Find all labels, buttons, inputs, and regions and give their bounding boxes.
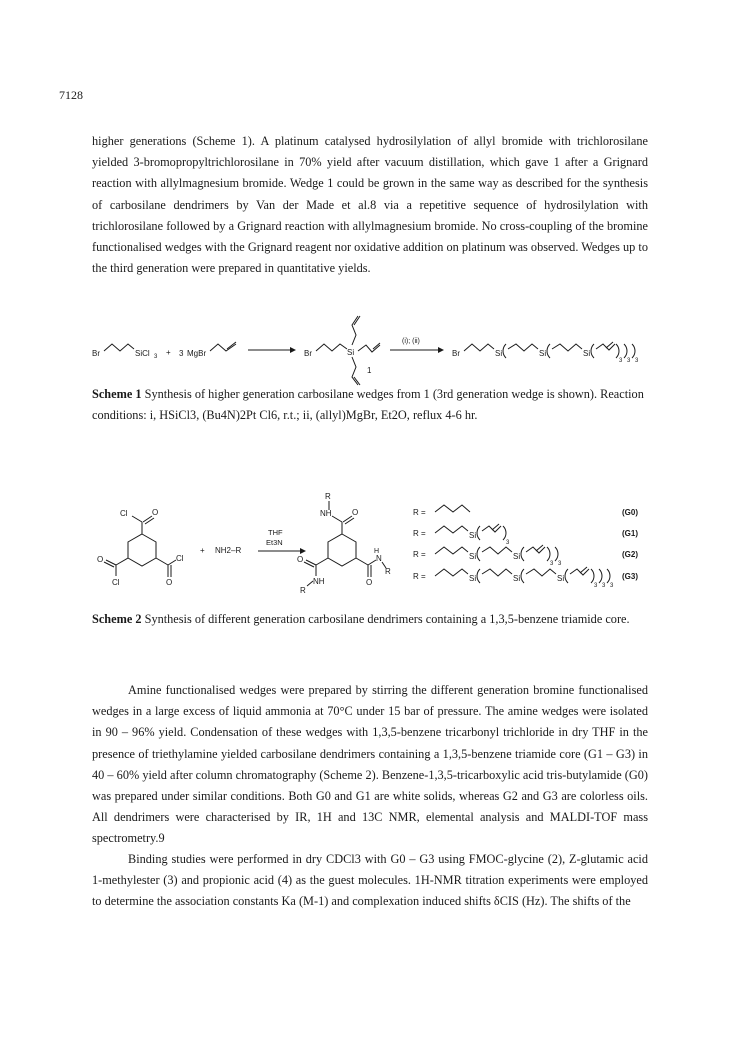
- scheme1-reagent-coeff: 3: [179, 349, 184, 358]
- scheme2-g3-sub1: 3: [594, 583, 598, 589]
- page-number: 7128: [59, 88, 83, 102]
- scheme1-plus: +: [166, 348, 171, 357]
- scheme2-g3-si2: Si: [513, 574, 521, 583]
- scheme2-amine: NH2–R: [215, 546, 242, 555]
- scheme2-g3-label: (G3): [622, 572, 638, 581]
- scheme2-caption: [92, 609, 648, 630]
- scheme2-g0-label: (G0): [622, 508, 638, 517]
- scheme1-conditions-label: (i); (ii): [402, 338, 420, 345]
- paragraph-intro: higher generations (Scheme 1). A platinum catalysed hydrosilylation of allyl bromide with trichlorosilane yielded 3-bromopropyltrichlorosilane in 70% yield after vacuum distillation, which gave 1 after a Grignard reaction with allylmagnesium bromide. Wedge 1 could be grown in the same way as described for the synthesis of carbosilane dendrimers by Van der Made et al.8 via a repetitive sequence of hydrosilylation with trichlorosilane followed by a Grignard reaction with allylmagnesium bromide. No cross-coupling of the bromine functionalised wedges with the Grignard reagent nor oxidative addition on platinum was observed. Wedges up to the third generation were prepared in quantitative yields.: [92, 134, 648, 276]
- scheme2-base: Et3N: [266, 538, 283, 547]
- scheme1-final-si2: Si: [539, 349, 547, 358]
- scheme2-h-right: H: [374, 548, 380, 555]
- scheme1-caption-label: Scheme 1: [92, 387, 142, 401]
- scheme1-reagent: [179, 342, 236, 358]
- scheme1-reactant1: [92, 344, 158, 360]
- scheme2-r-definitions: [413, 505, 638, 589]
- scheme2-r-top: R: [325, 492, 331, 501]
- scheme1-final-sub3: 3: [635, 358, 639, 364]
- scheme1-reagent-label: MgBr: [187, 349, 207, 358]
- scheme2-o-left: O: [97, 555, 104, 564]
- scheme1-product-si: Si: [347, 348, 355, 357]
- paragraph-amine-wedges: Amine functionalised wedges were prepared by stirring the different generation bromine functionalised wedges in a large excess of liquid ammonia at 70°C under 15 bar of pressure. The amine wedges were isolated in 90 – 96% yield. Condensation of these wedges with 1,3,5-benzene tricarbonyl trichloride in dry THF in the presence of triethylamine yielded carbosilane dendrimers containing a 1,3,5-benzene triamide core (G1 – G3) in 40 – 60% yield after column chromatography (Scheme 2). Benzene-1,3,5-tricarboxylic acid tris-butylamide (G0) was prepared under similar conditions. Both G0 and G1 are white solids, whereas G2 and G3 are colorless oils. All dendrimers were characterised by IR, 1H and 13C NMR, elemental analysis and MALDI-TOF mass spectrometry.9: [92, 683, 648, 846]
- scheme1-caption-text: Synthesis of higher generation carbosilane wedges from 1 (3rd generation wedge is shown). Reaction conditions: i, HSiCl3, (Bu4N)2Pt Cl6, r.t.; ii, (allyl)MgBr, Et2O, reflux 4-6 hr.: [92, 387, 644, 422]
- scheme2-arrow: [258, 528, 306, 554]
- scheme2-nh-top: NH: [320, 509, 332, 518]
- scheme2-r-left: R: [300, 586, 306, 595]
- scheme1-product-br: Br: [304, 349, 312, 358]
- scheme2-r-eq-g0: R =: [413, 508, 426, 517]
- scheme2-cl-top: Cl: [120, 509, 128, 518]
- scheme2-o2-left: O: [297, 555, 304, 564]
- scheme2-g3-sub2: 3: [602, 583, 606, 589]
- scheme2-triamide: [297, 492, 391, 595]
- scheme2-r-eq-g3: R =: [413, 572, 426, 581]
- scheme1-conditions: [390, 338, 444, 353]
- scheme2-o2-top: O: [352, 508, 359, 517]
- scheme2-g1-sub: 3: [506, 540, 510, 546]
- scheme2-r-right: R: [385, 567, 391, 576]
- scheme2-g1-label: (G1): [622, 529, 638, 538]
- scheme2-cl-left: Cl: [112, 578, 120, 587]
- scheme2-g2-si1: Si: [469, 552, 477, 561]
- scheme2-nh-left: NH: [313, 577, 325, 586]
- scheme1-sicl-sub: 3: [154, 354, 158, 360]
- scheme1-final-si3: Si: [583, 349, 591, 358]
- scheme1-arrow-1: [248, 347, 296, 353]
- scheme2-g2-si2: Si: [513, 552, 521, 561]
- paragraph-binding-studies: Binding studies were performed in dry CDCl3 with G0 – G3 using FMOC-glycine (2), Z-glutamic acid 1-methylester (3) and propionic acid (4) as the guest molecules. 1H-NMR titration experiments were employed to determine the association constants Ka (M-1) and complexation induced shifts δCIS (Hz). The shifts of the: [92, 852, 648, 909]
- scheme2-g2-sub2: 3: [558, 561, 562, 567]
- scheme2-g3-si1: Si: [469, 574, 477, 583]
- scheme2-r-eq-g2: R =: [413, 550, 426, 559]
- scheme2-n-right: N: [376, 554, 382, 563]
- scheme2-g1-si: Si: [469, 531, 477, 540]
- scheme1-final-br: Br: [452, 349, 460, 358]
- scheme2-r-eq-g1: R =: [413, 529, 426, 538]
- scheme1-caption: [92, 384, 648, 426]
- scheme1-br-label: Br: [92, 349, 100, 358]
- scheme2-g3-sub3: 3: [610, 583, 614, 589]
- scheme2-cl-right: Cl: [176, 554, 184, 563]
- scheme2-solvent: THF: [268, 528, 283, 537]
- scheme2-o-right: O: [166, 578, 173, 587]
- scheme1-final-wedge: [452, 342, 639, 364]
- scheme2-o2-right: O: [366, 578, 373, 587]
- scheme2-plus: +: [200, 546, 205, 555]
- scheme2-caption-label: Scheme 2: [92, 612, 142, 626]
- scheme1-compound-number: 1: [367, 366, 372, 375]
- scheme1-sicl-label: SiCl: [135, 349, 150, 358]
- scheme2-caption-text: Synthesis of different generation carbosilane dendrimers containing a 1,3,5-benzene triamide core.: [141, 612, 630, 626]
- scheme2-acid-chloride: [97, 508, 184, 587]
- scheme1-final-sub1: 3: [619, 358, 623, 364]
- scheme2-o-top: O: [152, 508, 159, 517]
- scheme2-g2-sub1: 3: [550, 561, 554, 567]
- scheme1-final-sub2: 3: [627, 358, 631, 364]
- scheme1-final-si1: Si: [495, 349, 503, 358]
- scheme2-g2-label: (G2): [622, 550, 638, 559]
- scheme2-g3-si3: Si: [557, 574, 565, 583]
